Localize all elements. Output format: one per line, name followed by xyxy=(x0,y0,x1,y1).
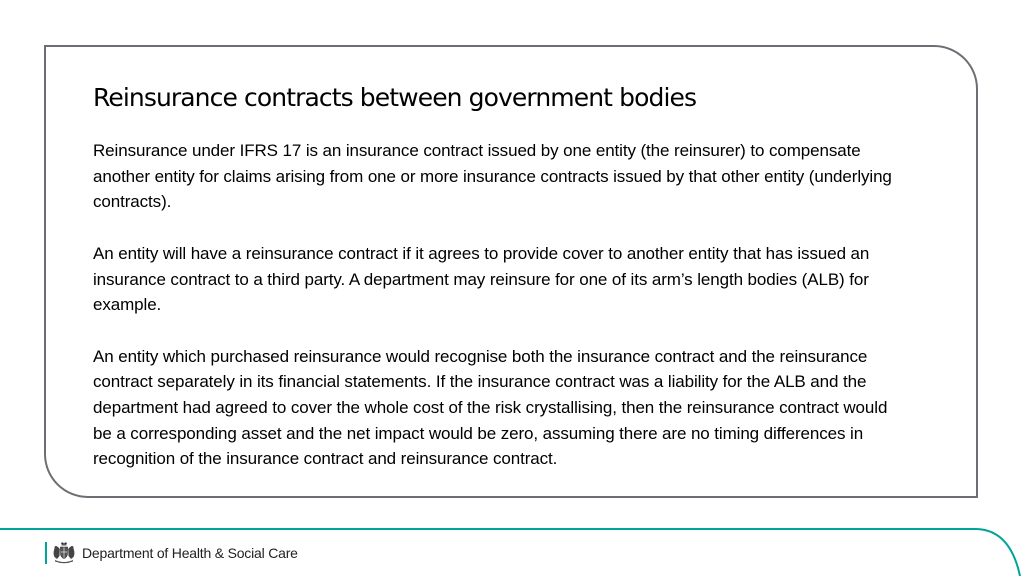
paragraph-definition: Reinsurance under IFRS 17 is an insurance contract issued by one entity (the reinsurer) to compensate another entity for claims arising from one or more insurance contracts issued by that other entity (underlying contracts). xyxy=(93,141,892,212)
paragraph-cover: An entity will have a reinsurance contract if it agrees to provide cover to another entity that has issued an insurance contract to a third party. A department may reinsure for one of its arm’s length bodies (ALB) for example. xyxy=(93,243,870,315)
footer-divider xyxy=(45,542,47,564)
paragraph-recognition: An entity which purchased reinsurance would recognise both the insurance contract and the reinsurance contract separately in its financial statements. If the insurance contract was a liability for the ALB and the department had agreed to cover the whole cost of the risk crystallising, then the reinsurance contract would be a corresponding asset and the net impact would be zero, assuming there are no timing differences in recognition of the insurance contract and reinsurance contract. xyxy=(93,346,888,469)
slide-title: Reinsurance contracts between government bodies xyxy=(93,83,697,112)
department-name: Department of Health & Social Care xyxy=(82,545,298,561)
body-text xyxy=(93,138,908,472)
royal-coat-of-arms-icon xyxy=(51,541,77,565)
